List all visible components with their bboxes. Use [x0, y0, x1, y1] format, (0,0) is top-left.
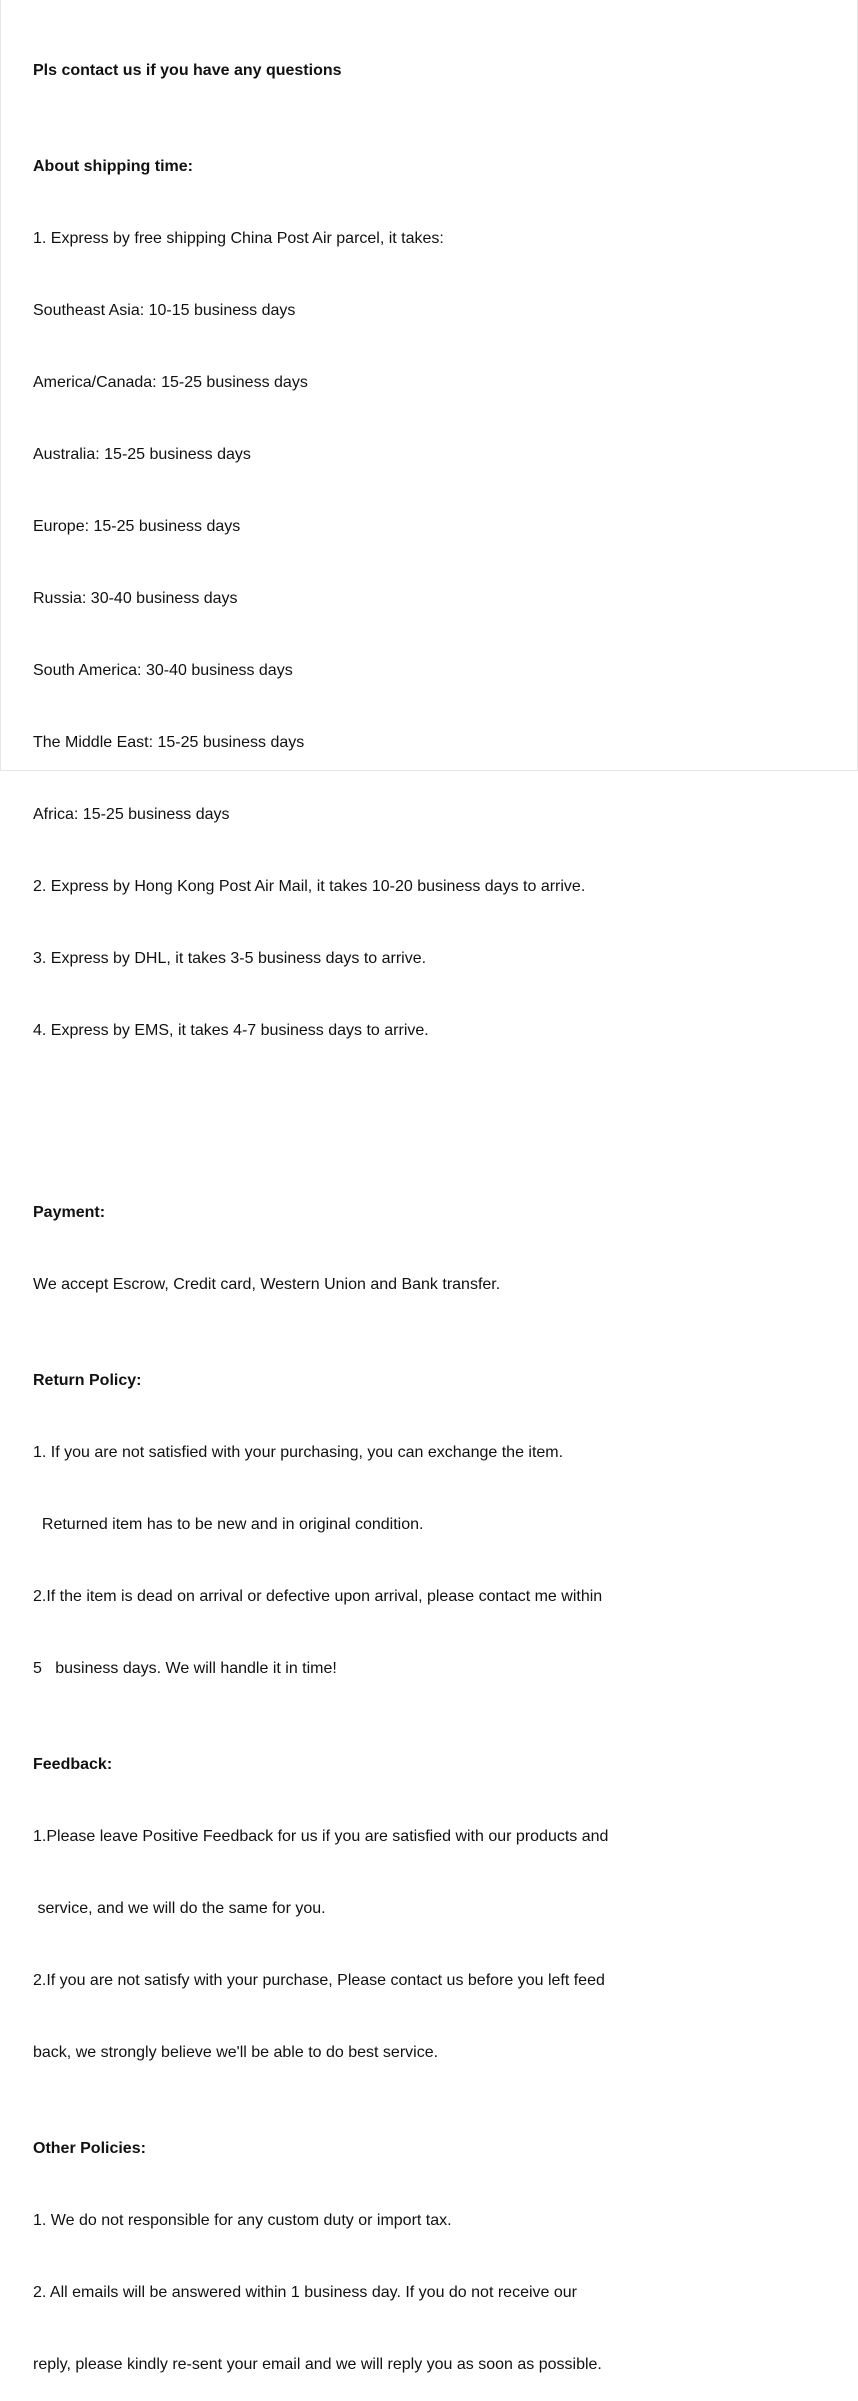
feedback-line: service, and we will do the same for you.	[33, 1900, 326, 1917]
feedback-line: 1.Please leave Positive Feedback for us if you are satisfied with our products and	[33, 1828, 609, 1845]
feedback-heading: Feedback:	[33, 1756, 113, 1773]
shipping-line: Africa: 15-25 business days	[33, 806, 230, 823]
feedback-line: back, we strongly believe we'll be able to do best service.	[33, 2044, 439, 2061]
return-policy-line: Returned item has to be new and in original condition.	[33, 1516, 424, 1533]
return-policy-heading: Return Policy:	[33, 1372, 142, 1389]
policy-document	[33, 11, 833, 2401]
shipping-line: 2. Express by Hong Kong Post Air Mail, it takes 10-20 business days to arrive.	[33, 878, 586, 895]
return-policy-line: 1. If you are not satisfied with your purchasing, you can exchange the item.	[33, 1444, 564, 1461]
return-policy-line: 5 business days. We will handle it in time!	[33, 1660, 337, 1677]
shipping-line: 4. Express by EMS, it takes 4-7 business days to arrive.	[33, 1022, 429, 1039]
payment-line: We accept Escrow, Credit card, Western Union and Bank transfer.	[33, 1276, 501, 1293]
other-policies-line: reply, please kindly re-sent your email and we will reply you as soon as possible.	[33, 2356, 602, 2373]
shipping-heading: About shipping time:	[33, 158, 193, 175]
shipping-line: Southeast Asia: 10-15 business days	[33, 302, 296, 319]
other-policies-line: 2. All emails will be answered within 1 business day. If you do not receive our	[33, 2284, 577, 2301]
contact-heading: Pls contact us if you have any questions	[33, 62, 342, 79]
shipping-line: Australia: 15-25 business days	[33, 446, 251, 463]
return-policy-line: 2.If the item is dead on arrival or defective upon arrival, please contact me within	[33, 1588, 603, 1605]
other-policies-heading: Other Policies:	[33, 2140, 146, 2157]
section-spacer	[33, 1115, 833, 1129]
shipping-line: Europe: 15-25 business days	[33, 518, 241, 535]
feedback-line: 2.If you are not satisfy with your purchase, Please contact us before you left feed	[33, 1972, 605, 1989]
shipping-line: America/Canada: 15-25 business days	[33, 374, 308, 391]
shipping-line: Russia: 30-40 business days	[33, 590, 238, 607]
shipping-line: The Middle East: 15-25 business days	[33, 734, 305, 751]
shipping-line: 1. Express by free shipping China Post Air parcel, it takes:	[33, 230, 444, 247]
shipping-line: South America: 30-40 business days	[33, 662, 293, 679]
payment-heading: Payment:	[33, 1204, 106, 1221]
shipping-line: 3. Express by DHL, it takes 3-5 business days to arrive.	[33, 950, 427, 967]
other-policies-line: 1. We do not responsible for any custom duty or import tax.	[33, 2212, 452, 2229]
